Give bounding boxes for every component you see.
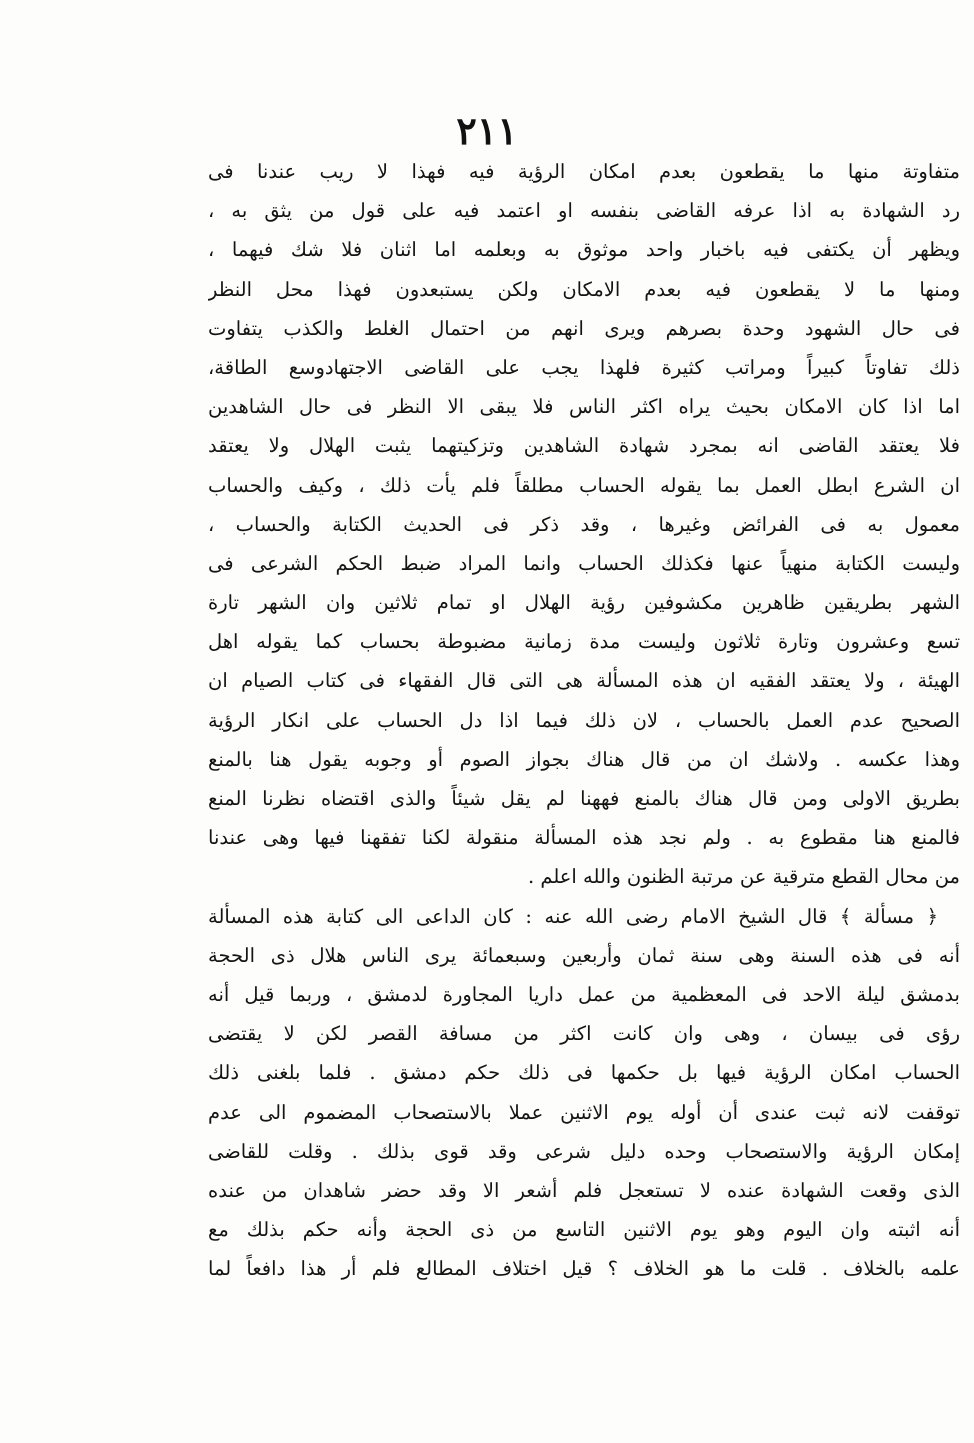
section-heading-line: ﴿ مسألة ﴾ قال الشيخ الامام رضى الله عنه : كان الداعى الى كتابة هذه المسألة: [208, 904, 938, 928]
text-line: أنه اثبته وان اليوم وهو يوم الاثنين التاسع من ذى الحجة وأنه حكم بذلك مع: [208, 1218, 960, 1242]
text-line: معمول به فى الفرائض وغيرها ، وقد ذكر فى الحديث الكتابة والحساب ،: [208, 512, 960, 536]
text-line: الصحيح عدم العمل بالحساب ، لان ذلك فيما اذا دل الحساب على انكار الرؤية: [208, 708, 960, 732]
text-line: ذلك تفاوتاً كبيراً ومراتب كثيرة فلهذا يجب على القاضى الاجتهادوسع الطاقة،: [208, 355, 960, 379]
text-line: فى حال الشهود وحدة بصرهم ويرى انهم من احتمال الغلط والكذب يتفاوت: [208, 316, 960, 340]
text-line: الذى وقعت الشهادة عنده لا تستعجل فلم أشعر الا وقد حضر شاهدان من عنده: [208, 1178, 960, 1202]
text-line: متفاوتة منها ما يقطعون بعدم امكان الرؤية فيه فهذا لا ريب عندنا فى: [208, 160, 960, 183]
text-line: أنه فى هذه السنة وهى سنة ثمان وأربعين وسبعمائة يرى الناس هلال ذى الحجة: [208, 943, 960, 967]
page-number: ٢١١: [456, 108, 518, 153]
text-line: من محال القطع مترقية عن مرتبة الظنون والله اعلم .: [527, 865, 960, 889]
text-line: فالمنع هنا مقطوع به . ولم نجد هذه المسألة منقولة لكنا تفقهنا فيها وهى عندنا: [208, 826, 960, 850]
text-line: رؤى فى بيسان ، وهى وان كانت اكثر من مسافة القصر لكن لا يقتضى: [208, 1022, 960, 1046]
text-line: تسع وعشرون وتارة ثلاثون وليست مدة زمانية مضبوطة بحساب كما يقوله اهل: [208, 630, 960, 654]
text-line: ويظهر أن يكتفى فيه باخبار واحد موثوق به وبعلمه اما اثنان فلا شك فيهما ،: [208, 238, 960, 262]
text-line: بطريق الاولى ومن قال هناك بالمنع فههنا لم يقل شيئاً والذى اقتضاه نظرنا المنع: [208, 787, 960, 810]
text-line: وليست الكتابة منهياً عنها فكذلك الحساب وانما المراد ضبط الحكم الشرعى فى: [208, 551, 960, 575]
text-line: ان الشرع ابطل العمل بما يقوله الحساب مطلقاً فلم يأت ذلك ، وكيف والحساب: [208, 473, 960, 497]
text-line: علمه بالخلاف . قلت ما هو الخلاف ؟ قيل اختلاف المطالع فلم أر هذا دافعاً لما: [208, 1257, 960, 1281]
text-line: ومنها ما لا يقطعون فيه بعدم الامكان ولكن يستبعدون فهذا محل النظر: [208, 277, 960, 301]
text-line: اما اذا كان الامكان بحيث يراه اكثر الناس فلا يبقى الا النظر فى حال الشاهدين: [208, 395, 960, 419]
text-line: الحساب امكان الرؤية فيها بل حكمها فى ذلك حكم دمشق . فلما بلغنى ذلك: [208, 1061, 960, 1085]
text-line: فلا يعتقد القاضى انه بمجرد شهادة الشاهدين وتزكيتهما يثبت الهلال ولا يعتقد: [208, 434, 960, 458]
text-line: الشهر بطريقين ظاهرين مكشوفين رؤية الهلال او تمام ثلاثين وان الشهر تارة: [208, 591, 960, 615]
body-text: [208, 152, 960, 1288]
text-line: رد الشهادة به اذا عرفه القاضى بنفسه او اعتمد فيه على قول من يثق به ،: [208, 199, 960, 223]
text-line: إمكان الرؤية والاستصحاب وحده دليل شرعى وقد قوى بذلك . وقلت للقاضى: [208, 1139, 960, 1163]
text-line: الهيئة ، ولا يعتقد الفقيه ان هذه المسألة هى التى قال الفقهاء فى كتاب الصيام ان: [208, 669, 960, 693]
text-line: توقفت لانه ثبت عندى أن أوله يوم الاثنين عملا بالاستصحاب المضموم الى عدم: [208, 1100, 960, 1124]
text-line: وهذا عكسه . ولاشك ان من قال هناك بجواز الصوم أو وجوبه يقول هنا بالمنع: [208, 747, 960, 771]
text-line: بدمشق ليلة الاحد فى المعظمية من عمل داريا المجاورة لدمشق ، وربما قيل أنه: [208, 982, 960, 1006]
